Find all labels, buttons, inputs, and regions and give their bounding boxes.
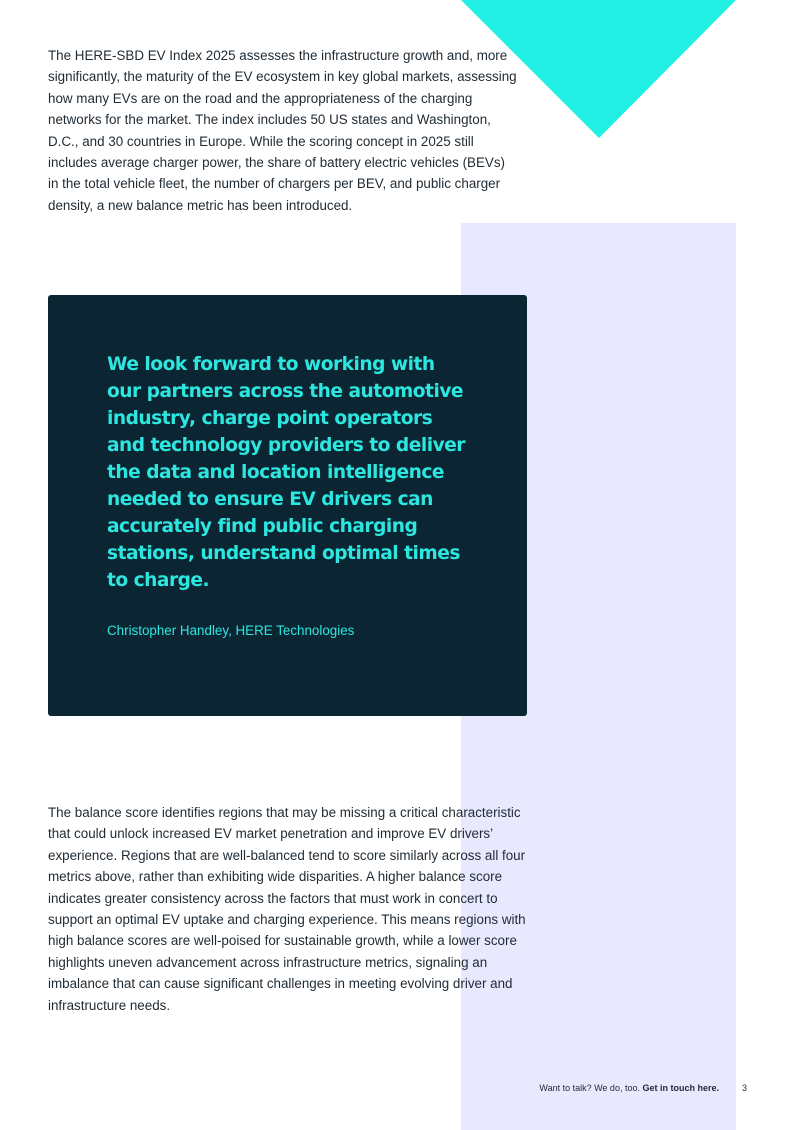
footer-contact xyxy=(539,1081,719,1095)
footer-cta-text: Want to talk? We do, too. xyxy=(539,1083,640,1093)
quote-text: We look forward to working with our partners across the automotive industry, charge point operators and technology providers to deliver the data and location intelligence needed to ensure EV drivers can accurately find public charging stations, understand optimal times to charge. xyxy=(107,354,465,591)
balance-score-paragraph: The balance score identifies regions that may be missing a critical characteristic that could unlock increased EV market penetration and improve EV drivers’ experience. Regions that are well-balanced tend to score similarly across all four metrics above, rather than exhibiting wide disparities. A higher balance score indicates greater consistency across the factors that must work in concert to support an optimal EV uptake and charging experience. This means regions with high balance scores are well-poised for sustainable growth, while a lower score highlights uneven advancement across infrastructure metrics, signaling an imbalance that can cause significant challenges in meeting evolving driver and infrastructure needs. xyxy=(48,805,526,1013)
quote-card xyxy=(48,295,527,716)
get-in-touch-link[interactable]: Get in touch here. xyxy=(642,1083,719,1093)
page-number: 3 xyxy=(742,1083,748,1093)
quote-attribution: Christopher Handley, HERE Technologies xyxy=(107,623,355,638)
intro-paragraph: The HERE-SBD EV Index 2025 assesses the infrastructure growth and, more significantly, the maturity of the EV ecosystem in key global markets, assessing how many EVs are on the road and the appropriateness of the charging networks for the market. The index includes 50 US states and Washington, D.C., and 30 countries in Europe. While the scoring concept in 2025 still includes average charger power, the share of battery electric vehicles (BEVs) in the total vehicle fleet, the number of chargers per BEV, and public charger density, a new balance metric has been introduced. xyxy=(48,48,517,213)
